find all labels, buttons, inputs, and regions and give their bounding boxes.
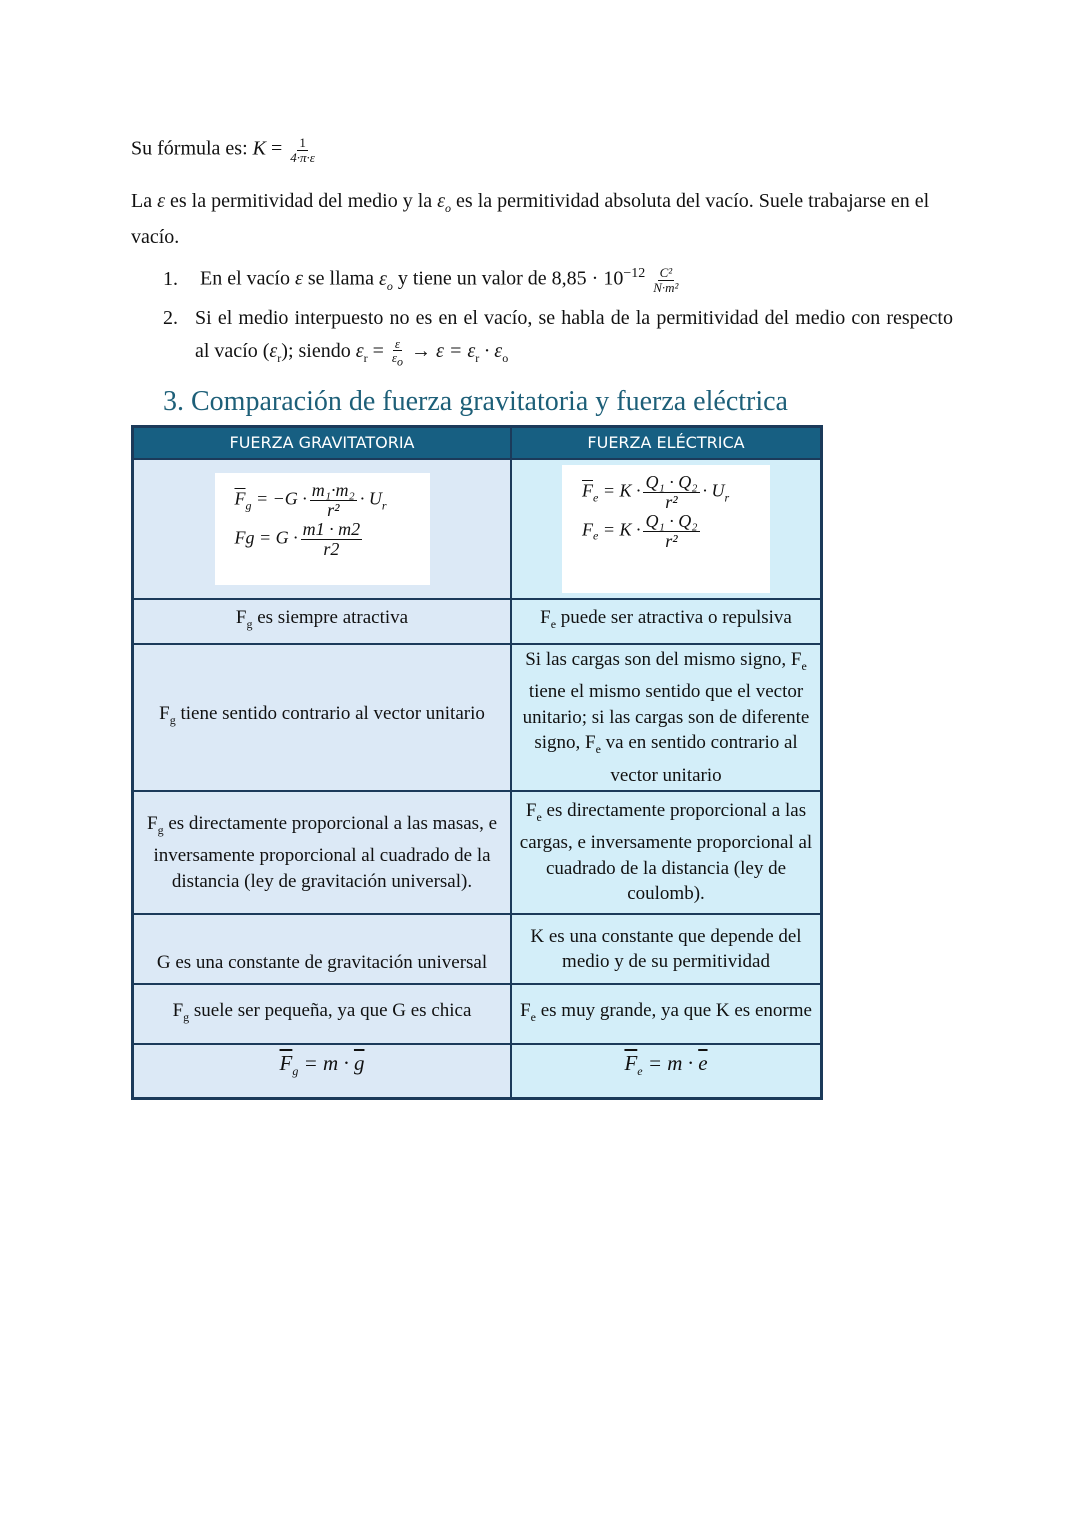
text: y tiene un valor de 8,85 · 10 (397, 267, 624, 290)
table-cell: $F_g$ es siempre atractiva (133, 599, 512, 644)
k-symbol: K (252, 137, 266, 160)
table-cell: $F_e$ es muy grande, ya que K es enorme (511, 984, 822, 1044)
k-fraction (290, 136, 315, 164)
header-electric: FUERZA ELÉCTRICA (511, 427, 822, 460)
text: se llama (307, 267, 374, 290)
text: En el vacío (200, 267, 290, 290)
electric-vector-formula: $\overline{F}_e = m \cdot \overline{e}$ (511, 1044, 822, 1098)
header-gravitational: FUERZA GRAVITATORIA (133, 427, 512, 460)
denominator: 4·π·ε (290, 149, 315, 165)
table-row (133, 459, 822, 599)
numerator: 1 (299, 135, 306, 150)
table-row (133, 984, 822, 1044)
table-cell: $F_e$ puede ser atractiva o repulsiva (511, 599, 822, 644)
epsilon0: $\varepsilon_o$ (437, 190, 452, 215)
table-row (133, 914, 822, 984)
list-item-1 (163, 266, 953, 294)
list-number: 2. (163, 307, 178, 329)
text: Si el medio interpuesto no es en el vacío, se habla de la permitividad del medio con respecto al vacío ( (195, 307, 953, 362)
table-cell: $F_g$ tiene sentido contrario al vector unitario (133, 644, 512, 791)
k-formula-line (131, 136, 318, 164)
gravity-vector-formula: $\overline{F}_g = m \cdot \overline{g}$ (133, 1044, 512, 1098)
table-cell: $F_g$ suele ser pequeña, ya que G es chica (133, 984, 512, 1044)
table-row (133, 1044, 822, 1098)
epsilon: ε (294, 267, 303, 290)
text: La (131, 190, 153, 212)
equals: = (271, 137, 283, 160)
formula-label: Su fórmula es: (131, 137, 248, 160)
unit-fraction: $\frac{\text{C²}}{\text{N·m²}}$ (653, 265, 679, 295)
text: es la permitividad absoluta del vacío. Suele trabajarse en el vacío. (131, 190, 930, 248)
gravitational-formulas: $\overline{F}_g = -G$ · $\frac{\text{m₁·m₂}}{\text{r²}}$ · $U_r$ Fg = G · $\frac{m1 \cdot m2}{r2}$ (133, 459, 512, 599)
table-row (133, 791, 822, 914)
comparison-table (131, 425, 823, 1100)
permittivity-paragraph (131, 187, 961, 252)
list-item-2: 2. Si el medio interpuesto no es en el vacío, se habla de la permitividad del medio con respecto al vacío $(\varepsilon_r)$; siendo $\varepsilon_r$ = $\frac{\varepsilon}{\varepsilon_o}$ → $\varepsilon = \varepsilon_r \cdot \varepsilon_o$ (163, 302, 953, 375)
arrow-icon: → (411, 340, 432, 362)
table-row (133, 599, 822, 644)
text: ); siendo (281, 340, 351, 362)
table-cell: K es una constante que depende del medio y de su permitividad (511, 914, 822, 984)
section-title: 3. Comparación de fuerza gravitatoria y fuerza eléctrica (163, 386, 788, 417)
epsilon0: $\varepsilon_o$ (378, 267, 393, 293)
table-cell: Si las cargas son del mismo signo, $F_e$ tiene el mismo sentido que el vector unitario; si las cargas son de diferente signo, $F_e$ va en sentido contrario al vector unitario (511, 644, 822, 791)
text: es la permitividad del medio y la (169, 190, 433, 212)
epsilon: ε (157, 190, 165, 212)
electric-formulas: $\overline{F}_e = K$ · $\frac{\text{Q₁ · Q₂}}{\text{r²}}$ · $U_r$ $F_e = K$ · $\frac{\text{Q₁ · Q₂}}{\text{r²}}$ (511, 459, 822, 599)
table-row (133, 644, 822, 791)
table-cell: G es una constante de gravitación universal (133, 914, 512, 984)
table-cell: $F_g$ es directamente proporcional a las masas, e inversamente proporcional al cuadrado de la distancia (ley de gravitación universal). (133, 791, 512, 914)
epsilon-ratio: $\frac{\varepsilon}{\varepsilon_o}$ (391, 335, 404, 369)
exponent: −12 (623, 266, 646, 282)
list-number: 1. (163, 267, 178, 290)
table-cell: $F_e$ es directamente proporcional a las cargas, e inversamente proporcional al cuadrado de la distancia (ley de coulomb). (511, 791, 822, 914)
table-header-row (133, 427, 822, 460)
